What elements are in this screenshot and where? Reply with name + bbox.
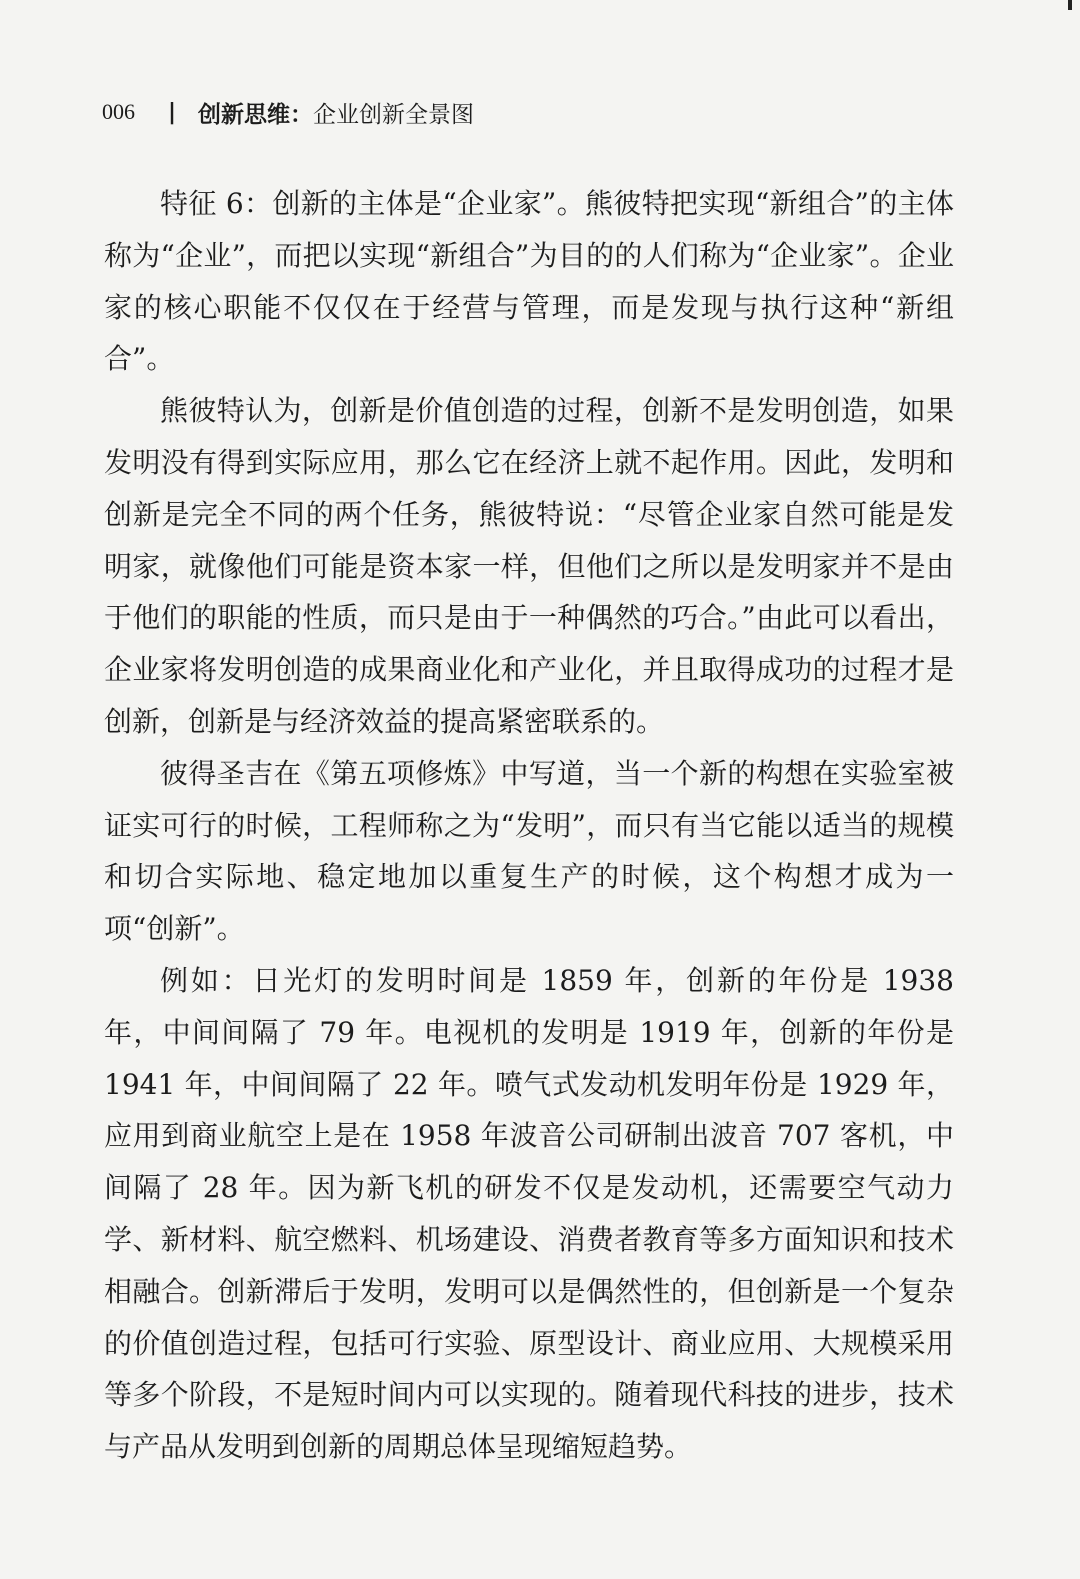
body-text — [104, 178, 954, 1473]
book-title: 创新思维： — [198, 101, 313, 128]
paragraph-feature-6: 特征 6：创新的主体是“企业家”。熊彼特把实现“新组合”的主体称为“企业”，而把以实现“新组合”为目的的人们称为“企业家”。企业家的核心职能不仅仅在于经营与管理，而是发现与执行这种“新组合”。 — [104, 187, 954, 376]
paragraph-senge: 彼得圣吉在《第五项修炼》中写道，当一个新的构想在实验室被证实可行的时候，工程师称之为“发明”，而只有当它能以适当的规模和切合实际地、稳定地加以重复生产的时候，这个构想才成为一项“创新”。 — [104, 756, 954, 946]
scan-speck — [1068, 0, 1072, 10]
book-subtitle: 企业创新全景图 — [313, 101, 474, 128]
running-header — [102, 92, 474, 132]
paragraph-examples: 例如：日光灯的发明时间是 1859 年，创新的年份是 1938 年，中间间隔了 79 年。电视机的发明是 1919 年，创新的年份是 1941 年，中间间隔了 22 年。喷气式发动机发明年份是 1929 年，应用到商业航空上是在 1958 年波音公司研制出波音 707 客机，中间隔了 28 年。因为新飞机的研发不仅是发动机，还需要空气动力学、新材料、航空燃料、机场建设、消费者教育等多方面知识和技术相融合。创新滞后于发明，发明可以是偶然性的，但创新是一个复杂的价值创造过程，包括可行实验、原型设计、商业应用、大规模采用等多个阶段，不是短时间内可以实现的。随着现代科技的进步，技术与产品从发明到创新的周期总体呈现缩短趋势。 — [104, 963, 954, 1464]
page-number: 006 — [102, 99, 135, 124]
header-divider: | — [168, 99, 177, 125]
paragraph-schumpeter: 熊彼特认为，创新是价值创造的过程，创新不是发明创造，如果发明没有得到实际应用，那么它在经济上就不起作用。因此，发明和创新是完全不同的两个任务，熊彼特说：“尽管企业家自然可能是发明家，就像他们可能是资本家一样，但他们之所以是发明家并不是由于他们的职能的性质，而只是由于一种偶然的巧合。”由此可以看出，企业家将发明创造的成果商业化和产业化，并且取得成功的过程才是创新，创新是与经济效益的提高紧密联系的。 — [104, 394, 954, 738]
